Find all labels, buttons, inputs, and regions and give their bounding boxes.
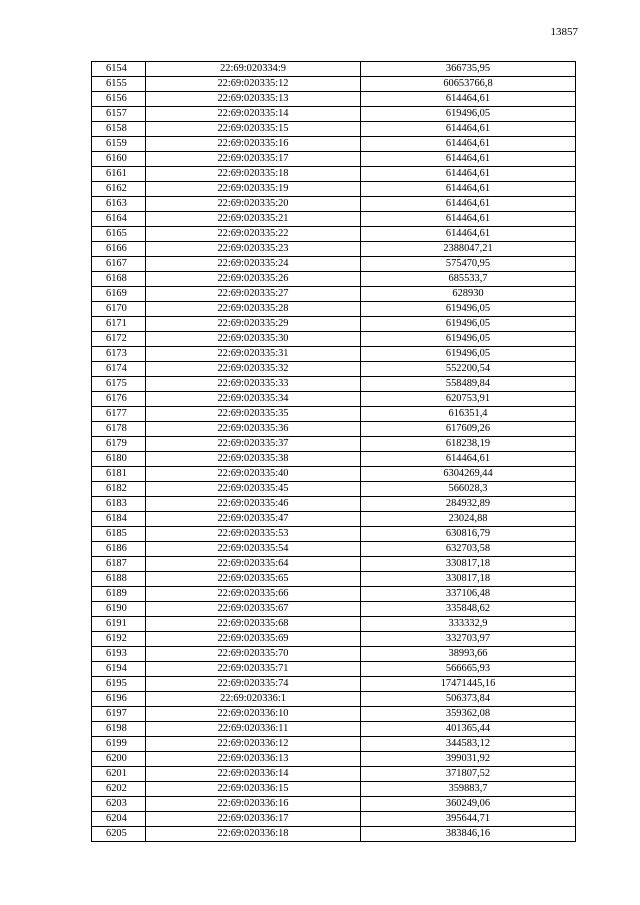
cadastral-number-cell: 22:69:020335:18 (146, 167, 361, 182)
row-number-cell: 6185 (92, 527, 146, 542)
row-number-cell: 6187 (92, 557, 146, 572)
table-row (92, 137, 576, 152)
cadastral-number-cell: 22:69:020336:14 (146, 767, 361, 782)
value-cell: 401365,44 (361, 722, 576, 737)
table-row (92, 107, 576, 122)
cadastral-number-cell: 22:69:020335:40 (146, 467, 361, 482)
table-row (92, 662, 576, 677)
value-cell: 619496,05 (361, 107, 576, 122)
table-row (92, 707, 576, 722)
value-cell: 616351,4 (361, 407, 576, 422)
value-cell: 284932,89 (361, 497, 576, 512)
table-row (92, 827, 576, 842)
table-row (92, 227, 576, 242)
table-row (92, 362, 576, 377)
cadastral-number-cell: 22:69:020335:45 (146, 482, 361, 497)
table-row (92, 347, 576, 362)
value-cell: 371807,52 (361, 767, 576, 782)
row-number-cell: 6180 (92, 452, 146, 467)
row-number-cell: 6189 (92, 587, 146, 602)
row-number-cell: 6161 (92, 167, 146, 182)
cadastral-number-cell: 22:69:020336:10 (146, 707, 361, 722)
value-cell: 17471445,16 (361, 677, 576, 692)
row-number-cell: 6191 (92, 617, 146, 632)
cadastral-number-cell: 22:69:020335:20 (146, 197, 361, 212)
value-cell: 330817,18 (361, 557, 576, 572)
value-cell: 38993,66 (361, 647, 576, 662)
registry-table-body (92, 62, 576, 842)
row-number-cell: 6170 (92, 302, 146, 317)
cadastral-number-cell: 22:69:020335:27 (146, 287, 361, 302)
cadastral-number-cell: 22:69:020335:16 (146, 137, 361, 152)
value-cell: 630816,79 (361, 527, 576, 542)
row-number-cell: 6182 (92, 482, 146, 497)
value-cell: 23024,88 (361, 512, 576, 527)
row-number-cell: 6179 (92, 437, 146, 452)
value-cell: 6304269,44 (361, 467, 576, 482)
row-number-cell: 6165 (92, 227, 146, 242)
table-row (92, 572, 576, 587)
cadastral-number-cell: 22:69:020336:11 (146, 722, 361, 737)
table-row (92, 542, 576, 557)
cadastral-number-cell: 22:69:020335:26 (146, 272, 361, 287)
row-number-cell: 6168 (92, 272, 146, 287)
value-cell: 614464,61 (361, 452, 576, 467)
row-number-cell: 6200 (92, 752, 146, 767)
cadastral-number-cell: 22:69:020336:1 (146, 692, 361, 707)
row-number-cell: 6162 (92, 182, 146, 197)
row-number-cell: 6156 (92, 92, 146, 107)
table-row (92, 752, 576, 767)
table-row (92, 782, 576, 797)
table-row (92, 257, 576, 272)
table-row (92, 587, 576, 602)
row-number-cell: 6190 (92, 602, 146, 617)
value-cell: 344583,12 (361, 737, 576, 752)
table-row (92, 92, 576, 107)
value-cell: 60653766,8 (361, 77, 576, 92)
row-number-cell: 6198 (92, 722, 146, 737)
cadastral-number-cell: 22:69:020335:38 (146, 452, 361, 467)
cadastral-number-cell: 22:69:020335:64 (146, 557, 361, 572)
table-row (92, 287, 576, 302)
cadastral-number-cell: 22:69:020335:66 (146, 587, 361, 602)
cadastral-number-cell: 22:69:020335:68 (146, 617, 361, 632)
value-cell: 620753,91 (361, 392, 576, 407)
row-number-cell: 6186 (92, 542, 146, 557)
row-number-cell: 6192 (92, 632, 146, 647)
cadastral-number-cell: 22:69:020335:36 (146, 422, 361, 437)
row-number-cell: 6199 (92, 737, 146, 752)
table-row (92, 482, 576, 497)
row-number-cell: 6167 (92, 257, 146, 272)
value-cell: 506373,84 (361, 692, 576, 707)
cadastral-number-cell: 22:69:020335:32 (146, 362, 361, 377)
row-number-cell: 6202 (92, 782, 146, 797)
table-row (92, 77, 576, 92)
row-number-cell: 6177 (92, 407, 146, 422)
cadastral-number-cell: 22:69:020335:47 (146, 512, 361, 527)
value-cell: 614464,61 (361, 197, 576, 212)
row-number-cell: 6160 (92, 152, 146, 167)
cadastral-number-cell: 22:69:020335:65 (146, 572, 361, 587)
row-number-cell: 6175 (92, 377, 146, 392)
value-cell: 619496,05 (361, 332, 576, 347)
cadastral-number-cell: 22:69:020335:23 (146, 242, 361, 257)
table-row (92, 617, 576, 632)
value-cell: 395644,71 (361, 812, 576, 827)
cadastral-number-cell: 22:69:020335:17 (146, 152, 361, 167)
row-number-cell: 6201 (92, 767, 146, 782)
value-cell: 619496,05 (361, 317, 576, 332)
row-number-cell: 6172 (92, 332, 146, 347)
cadastral-number-cell: 22:69:020335:13 (146, 92, 361, 107)
cadastral-number-cell: 22:69:020335:15 (146, 122, 361, 137)
value-cell: 614464,61 (361, 137, 576, 152)
value-cell: 335848,62 (361, 602, 576, 617)
table-row (92, 182, 576, 197)
table-row (92, 692, 576, 707)
cadastral-number-cell: 22:69:020336:16 (146, 797, 361, 812)
table-row (92, 242, 576, 257)
row-number-cell: 6163 (92, 197, 146, 212)
table-row (92, 647, 576, 662)
table-row (92, 767, 576, 782)
cadastral-number-cell: 22:69:020336:17 (146, 812, 361, 827)
table-row (92, 392, 576, 407)
table-row (92, 632, 576, 647)
value-cell: 685533,7 (361, 272, 576, 287)
row-number-cell: 6203 (92, 797, 146, 812)
cadastral-number-cell: 22:69:020335:31 (146, 347, 361, 362)
table-row (92, 452, 576, 467)
table-row (92, 437, 576, 452)
value-cell: 614464,61 (361, 167, 576, 182)
table-row (92, 722, 576, 737)
value-cell: 614464,61 (361, 227, 576, 242)
cadastral-number-cell: 22:69:020336:13 (146, 752, 361, 767)
cadastral-number-cell: 22:69:020335:46 (146, 497, 361, 512)
cadastral-number-cell: 22:69:020335:24 (146, 257, 361, 272)
table-row (92, 152, 576, 167)
row-number-cell: 6169 (92, 287, 146, 302)
table-row (92, 557, 576, 572)
cadastral-number-cell: 22:69:020335:21 (146, 212, 361, 227)
table-row (92, 272, 576, 287)
cadastral-number-cell: 22:69:020335:67 (146, 602, 361, 617)
cadastral-number-cell: 22:69:020335:54 (146, 542, 361, 557)
cadastral-number-cell: 22:69:020335:14 (146, 107, 361, 122)
registry-table (91, 61, 576, 842)
table-row (92, 467, 576, 482)
cadastral-number-cell: 22:69:020335:69 (146, 632, 361, 647)
cadastral-number-cell: 22:69:020335:19 (146, 182, 361, 197)
value-cell: 628930 (361, 287, 576, 302)
cadastral-number-cell: 22:69:020335:35 (146, 407, 361, 422)
row-number-cell: 6159 (92, 137, 146, 152)
table-row (92, 527, 576, 542)
cadastral-number-cell: 22:69:020334:9 (146, 62, 361, 77)
cadastral-number-cell: 22:69:020336:15 (146, 782, 361, 797)
row-number-cell: 6178 (92, 422, 146, 437)
row-number-cell: 6181 (92, 467, 146, 482)
value-cell: 614464,61 (361, 122, 576, 137)
row-number-cell: 6171 (92, 317, 146, 332)
value-cell: 617609,26 (361, 422, 576, 437)
cadastral-number-cell: 22:69:020336:18 (146, 827, 361, 842)
table-row (92, 122, 576, 137)
row-number-cell: 6205 (92, 827, 146, 842)
value-cell: 383846,16 (361, 827, 576, 842)
value-cell: 359883,7 (361, 782, 576, 797)
row-number-cell: 6195 (92, 677, 146, 692)
table-row (92, 797, 576, 812)
value-cell: 614464,61 (361, 212, 576, 227)
row-number-cell: 6204 (92, 812, 146, 827)
row-number-cell: 6166 (92, 242, 146, 257)
table-row (92, 407, 576, 422)
cadastral-number-cell: 22:69:020335:34 (146, 392, 361, 407)
value-cell: 558489,84 (361, 377, 576, 392)
row-number-cell: 6176 (92, 392, 146, 407)
cadastral-number-cell: 22:69:020335:28 (146, 302, 361, 317)
table-row (92, 317, 576, 332)
table-row (92, 302, 576, 317)
value-cell: 614464,61 (361, 92, 576, 107)
table-row (92, 512, 576, 527)
value-cell: 330817,18 (361, 572, 576, 587)
value-cell: 332703,97 (361, 632, 576, 647)
cadastral-number-cell: 22:69:020335:33 (146, 377, 361, 392)
cadastral-number-cell: 22:69:020335:29 (146, 317, 361, 332)
row-number-cell: 6174 (92, 362, 146, 377)
cadastral-number-cell: 22:69:020335:37 (146, 437, 361, 452)
cadastral-number-cell: 22:69:020335:22 (146, 227, 361, 242)
page-number: 13857 (550, 26, 578, 38)
cadastral-number-cell: 22:69:020336:12 (146, 737, 361, 752)
table-row (92, 812, 576, 827)
row-number-cell: 6194 (92, 662, 146, 677)
table-row (92, 212, 576, 227)
value-cell: 366735,95 (361, 62, 576, 77)
row-number-cell: 6173 (92, 347, 146, 362)
value-cell: 552200,54 (361, 362, 576, 377)
row-number-cell: 6197 (92, 707, 146, 722)
row-number-cell: 6193 (92, 647, 146, 662)
table-row (92, 602, 576, 617)
table-row (92, 737, 576, 752)
value-cell: 575470,95 (361, 257, 576, 272)
row-number-cell: 6155 (92, 77, 146, 92)
cadastral-number-cell: 22:69:020335:53 (146, 527, 361, 542)
value-cell: 337106,48 (361, 587, 576, 602)
value-cell: 359362,08 (361, 707, 576, 722)
value-cell: 566665,93 (361, 662, 576, 677)
value-cell: 566028,3 (361, 482, 576, 497)
value-cell: 619496,05 (361, 302, 576, 317)
row-number-cell: 6188 (92, 572, 146, 587)
table-row (92, 197, 576, 212)
value-cell: 2388047,21 (361, 242, 576, 257)
value-cell: 614464,61 (361, 182, 576, 197)
value-cell: 360249,06 (361, 797, 576, 812)
value-cell: 399031,92 (361, 752, 576, 767)
row-number-cell: 6154 (92, 62, 146, 77)
row-number-cell: 6183 (92, 497, 146, 512)
value-cell: 619496,05 (361, 347, 576, 362)
table-row (92, 677, 576, 692)
cadastral-number-cell: 22:69:020335:74 (146, 677, 361, 692)
row-number-cell: 6157 (92, 107, 146, 122)
row-number-cell: 6158 (92, 122, 146, 137)
row-number-cell: 6196 (92, 692, 146, 707)
cadastral-number-cell: 22:69:020335:12 (146, 77, 361, 92)
table-row (92, 332, 576, 347)
cadastral-number-cell: 22:69:020335:71 (146, 662, 361, 677)
row-number-cell: 6164 (92, 212, 146, 227)
value-cell: 333332,9 (361, 617, 576, 632)
table-row (92, 422, 576, 437)
cadastral-number-cell: 22:69:020335:70 (146, 647, 361, 662)
table-row (92, 377, 576, 392)
table-row (92, 167, 576, 182)
table-row (92, 62, 576, 77)
value-cell: 632703,58 (361, 542, 576, 557)
value-cell: 614464,61 (361, 152, 576, 167)
table-row (92, 497, 576, 512)
value-cell: 618238,19 (361, 437, 576, 452)
cadastral-number-cell: 22:69:020335:30 (146, 332, 361, 347)
row-number-cell: 6184 (92, 512, 146, 527)
